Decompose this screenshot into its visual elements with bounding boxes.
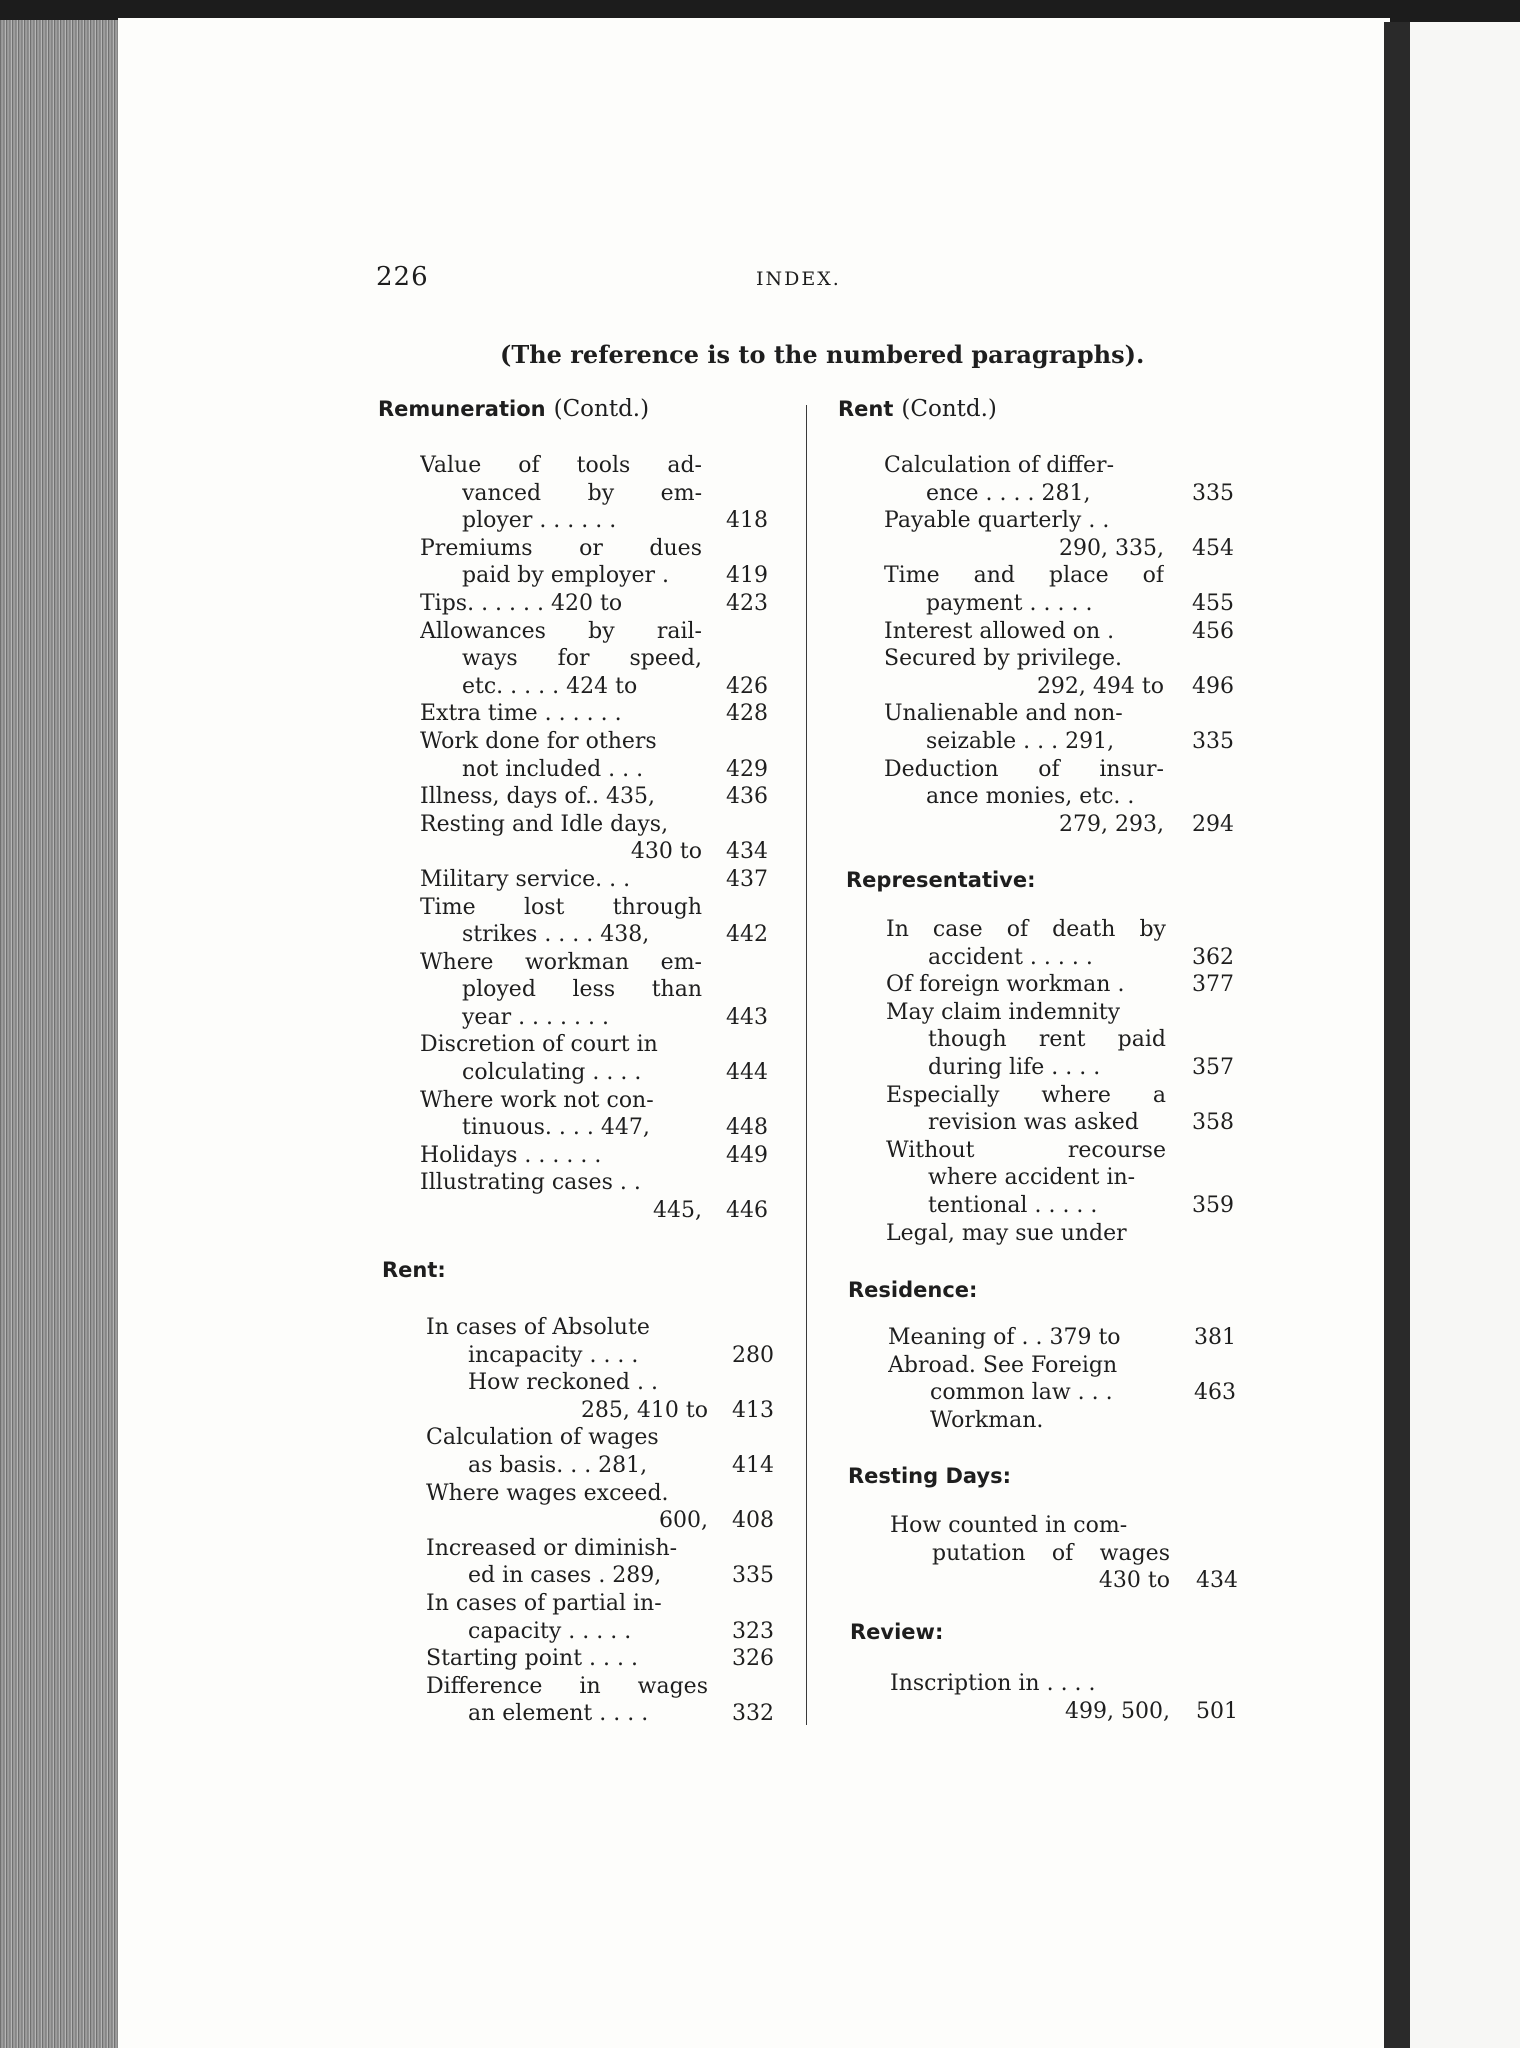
entry-page-ref: 463 [1194,1380,1236,1406]
entry-page-ref: 335 [1192,728,1234,754]
index-line [884,507,1240,535]
entry-text: Starting point . . . . [426,1646,638,1672]
index-line [886,1026,1242,1054]
entry-text: paid by employer . [462,563,670,589]
entry-text: strikes . . . . 438, [462,922,650,948]
entry-text: 600, [659,1508,708,1534]
index-line [426,1342,782,1370]
entry-page-ref: 294 [1192,811,1234,837]
entry-text: Without recourse [886,1137,1166,1163]
entry-text: Deduction of insur- [884,756,1164,782]
index-line [890,1567,1246,1595]
index-line [426,1507,782,1535]
entry-page-ref: 381 [1194,1325,1236,1350]
index-line [886,971,1242,999]
entry-text: Tips. . . . . . 420 to [420,590,623,616]
index-line [888,1324,1244,1352]
entry-page-ref: 449 [726,1142,768,1168]
heading-continued: (Contd.) [553,396,650,422]
index-line [420,1031,776,1059]
entry-page-ref: 437 [726,866,768,892]
entry-page-ref: 332 [732,1701,774,1727]
heading-remuneration [378,396,649,422]
index-line [420,673,776,701]
index-line [420,590,776,618]
entry-text: Allowances by rail- [420,618,702,644]
index-line [886,1082,1242,1110]
index-line [420,562,776,590]
index-line [890,1540,1246,1568]
heading-review [850,1620,943,1644]
book-page-edges [0,20,125,2048]
entry-page-ref: 418 [726,508,768,534]
entry-page-ref: 323 [732,1618,774,1644]
entry-page-ref: 496 [1192,673,1234,699]
entry-text: Increased or diminish- [426,1535,678,1561]
entry-text: year . . . . . . . [462,1004,609,1030]
index-line [426,1535,782,1563]
index-line [884,452,1240,480]
entry-text: Calculation of differ- [884,453,1115,478]
index-line [886,1192,1242,1220]
index-line [420,756,776,784]
entry-text: Legal, may sue under [886,1220,1127,1246]
index-line [886,916,1242,944]
index-line [426,1562,782,1590]
entry-text: In cases of Absolute [426,1315,650,1340]
index-line [426,1700,782,1728]
entry-text: ployer . . . . . . [462,508,617,534]
index-line [426,1369,782,1397]
index-line [888,1352,1244,1380]
index-line [420,783,776,811]
index-subtitle: (The reference is to the numbered paragraphs). [500,340,1145,369]
entry-text: Secured by privilege. [884,646,1122,672]
entry-page-ref: 501 [1196,1698,1238,1724]
heading-residence [848,1278,977,1302]
index-line [884,756,1240,784]
index-line [886,1109,1242,1137]
entry-text: Unalienable and non- [884,701,1123,727]
index-line [420,976,776,1004]
entry-text: Where wages exceed. [426,1480,669,1506]
entry-text: ployed less than [462,977,702,1003]
entry-text: ways for speed, [462,646,702,672]
entry-text: Meaning of . . 379 to [888,1325,1121,1350]
entry-text: though rent paid [928,1027,1166,1053]
entry-page-ref: 444 [726,1060,768,1086]
index-line [426,1397,782,1425]
entry-page-ref: 358 [1192,1110,1234,1136]
entries-residence [888,1324,1244,1434]
index-line [420,728,776,756]
facing-page-edge [1410,22,1520,2048]
entry-page-ref: 413 [732,1397,774,1423]
index-line [426,1452,782,1480]
entry-text: Time lost through [420,894,702,920]
entry-page-ref: 335 [732,1563,774,1589]
entry-text: not included . . . [462,756,644,782]
entry-text: Difference in wages [426,1673,708,1699]
entry-text: Extra time . . . . . . [420,701,622,727]
index-line [884,590,1240,618]
entry-text: Interest allowed on . [884,618,1115,644]
book-gutter [1384,22,1410,2048]
entry-text: 285, 410 to [580,1397,708,1423]
index-line [426,1314,782,1342]
index-line [888,1407,1244,1435]
entry-text: revision was asked [928,1110,1139,1136]
entry-page-ref: 448 [726,1115,768,1141]
entry-text: common law . . . [930,1380,1113,1406]
entry-text: ed in cases . 289, [468,1563,662,1589]
heading-text: Resting Days: [848,1464,1011,1488]
heading-rent [382,1258,446,1282]
index-line [420,866,776,894]
entry-text: Calculation of wages [426,1425,659,1451]
index-line [884,728,1240,756]
entry-text: 290, 335, [1059,535,1164,561]
entry-text: Discretion of court in [420,1032,658,1058]
entry-text: 292, 494 to [1036,673,1164,699]
entry-text: during life . . . . [928,1054,1101,1080]
index-line [884,562,1240,590]
entry-text: Workman. [930,1407,1044,1433]
index-line [890,1670,1246,1698]
entry-text: 279, 293, [1059,811,1164,837]
entry-text: putation of wages [932,1540,1170,1566]
entry-text: payment . . . . . [926,590,1093,616]
index-line [884,811,1240,839]
entry-text: May claim indemnity [886,999,1121,1025]
entry-page-ref: 436 [726,784,768,810]
entry-text: Work done for others [420,728,657,754]
entry-text: an element . . . . [468,1701,649,1727]
index-line [420,1087,776,1115]
index-line [420,618,776,646]
entry-text: incapacity . . . . [468,1342,639,1368]
entry-text: Abroad. See Foreign [888,1352,1118,1378]
page-number: 226 [376,262,429,292]
entry-text: Especially where a [886,1082,1166,1108]
heading-text: Rent [838,397,894,421]
index-line [420,838,776,866]
index-line [426,1480,782,1508]
index-line [420,700,776,728]
entry-text: How reckoned . . [468,1370,658,1396]
index-line [420,1197,776,1225]
entry-page-ref: 456 [1192,618,1234,644]
entry-page-ref: 326 [732,1646,774,1672]
entry-text: where accident in- [928,1165,1136,1191]
entry-text: Value of tools ad- [420,453,702,478]
entry-page-ref: 414 [732,1452,774,1478]
entry-text: ance monies, etc. . [926,784,1135,810]
entry-text: Of foreign workman . [886,972,1125,998]
heading-text: Rent: [382,1258,446,1282]
entry-page-ref: 442 [726,922,768,948]
entry-page-ref: 362 [1192,944,1234,970]
entry-text: ence . . . . 281, [926,480,1091,506]
entry-page-ref: 335 [1192,480,1234,506]
heading-text: Residence: [848,1278,978,1302]
entry-page-ref: 434 [1196,1568,1238,1594]
heading-continued: (Contd.) [901,396,997,422]
entries-resting-days [890,1512,1246,1595]
entry-page-ref: 377 [1192,972,1234,998]
index-line [420,452,776,480]
entry-text: In case of death by [886,917,1166,942]
entry-text: 430 to [1098,1568,1170,1594]
entry-page-ref: 454 [1192,535,1234,561]
entry-text: 445, [653,1198,702,1224]
entry-page-ref: 419 [726,563,768,589]
index-line [420,1004,776,1032]
entry-text: Inscription in . . . . [890,1671,1096,1696]
entry-text: In cases of partial in- [426,1590,662,1616]
heading-resting-days [848,1464,1011,1488]
index-line [886,1220,1242,1248]
entry-text: Payable quarterly . . [884,508,1110,534]
entry-page-ref: 280 [732,1342,774,1368]
entry-page-ref: 426 [726,673,768,699]
entry-page-ref: 428 [726,701,768,727]
index-line [420,921,776,949]
index-line [884,700,1240,728]
index-line [886,1054,1242,1082]
entry-text: 430 to [630,839,702,865]
entry-text: colculating . . . . [462,1060,642,1086]
entry-text: Where work not con- [420,1087,654,1113]
entry-page-ref: 357 [1192,1054,1234,1080]
index-line [420,1142,776,1170]
entry-text: Illustrating cases . . [420,1170,641,1196]
entries-representative [886,916,1242,1247]
index-line [886,999,1242,1027]
entry-text: tentional . . . . . [928,1192,1098,1218]
running-head: INDEX. [756,268,841,290]
entries-rent-contd [884,452,1240,838]
heading-text: Review: [850,1620,944,1644]
column-divider [806,405,807,1725]
heading-representative [846,868,1036,892]
index-line [426,1673,782,1701]
entry-text: 499, 500, [1065,1698,1170,1724]
entry-text: Illness, days of.. 435, [420,784,655,810]
heading-text: Representative: [846,868,1036,892]
entry-text: etc. . . . . 424 to [462,673,638,699]
index-line [890,1698,1246,1726]
index-line [884,535,1240,563]
index-line [426,1590,782,1618]
entry-text: accident . . . . . [928,944,1093,970]
entry-text: Holidays . . . . . . [420,1142,602,1168]
entry-page-ref: 446 [726,1198,768,1224]
entry-text: tinuous. . . . 447, [462,1115,650,1141]
entries-remuneration [420,452,776,1225]
index-line [884,783,1240,811]
entry-page-ref: 359 [1192,1192,1234,1218]
index-line [884,645,1240,673]
index-line [884,480,1240,508]
entry-text: seizable . . . 291, [926,728,1115,754]
heading-text: Remuneration [378,397,546,421]
entry-text: Military service. . . [420,866,631,892]
entry-page-ref: 429 [726,756,768,782]
index-line [886,1137,1242,1165]
entry-page-ref: 434 [726,839,768,865]
index-line [420,894,776,922]
index-line [886,944,1242,972]
entries-rent [426,1314,782,1728]
entry-text: Premiums or dues [420,535,702,561]
index-line [426,1424,782,1452]
heading-rent-contd [838,396,997,422]
entry-text: How counted in com- [890,1513,1128,1538]
entries-review [890,1670,1246,1725]
entry-text: as basis. . . 281, [468,1452,648,1478]
index-line [886,1164,1242,1192]
entry-text: Where workman em- [420,949,702,975]
index-line [890,1512,1246,1540]
index-line [420,535,776,563]
index-line [884,618,1240,646]
index-line [420,1169,776,1197]
entry-page-ref: 443 [726,1004,768,1030]
entry-page-ref: 455 [1192,590,1234,616]
index-line [420,1114,776,1142]
entry-page-ref: 408 [732,1508,774,1534]
index-line [420,645,776,673]
index-line [426,1645,782,1673]
index-line [420,480,776,508]
entry-text: Resting and Idle days, [420,811,669,837]
index-line [884,673,1240,701]
index-line [420,949,776,977]
index-line [420,811,776,839]
index-line [420,1059,776,1087]
index-line [420,507,776,535]
entry-text: capacity . . . . . [468,1618,632,1644]
entry-text: Time and place of [884,563,1164,589]
index-line [888,1379,1244,1407]
entry-text: vanced by em- [462,480,702,506]
index-line [426,1618,782,1646]
entry-page-ref: 423 [726,590,768,616]
